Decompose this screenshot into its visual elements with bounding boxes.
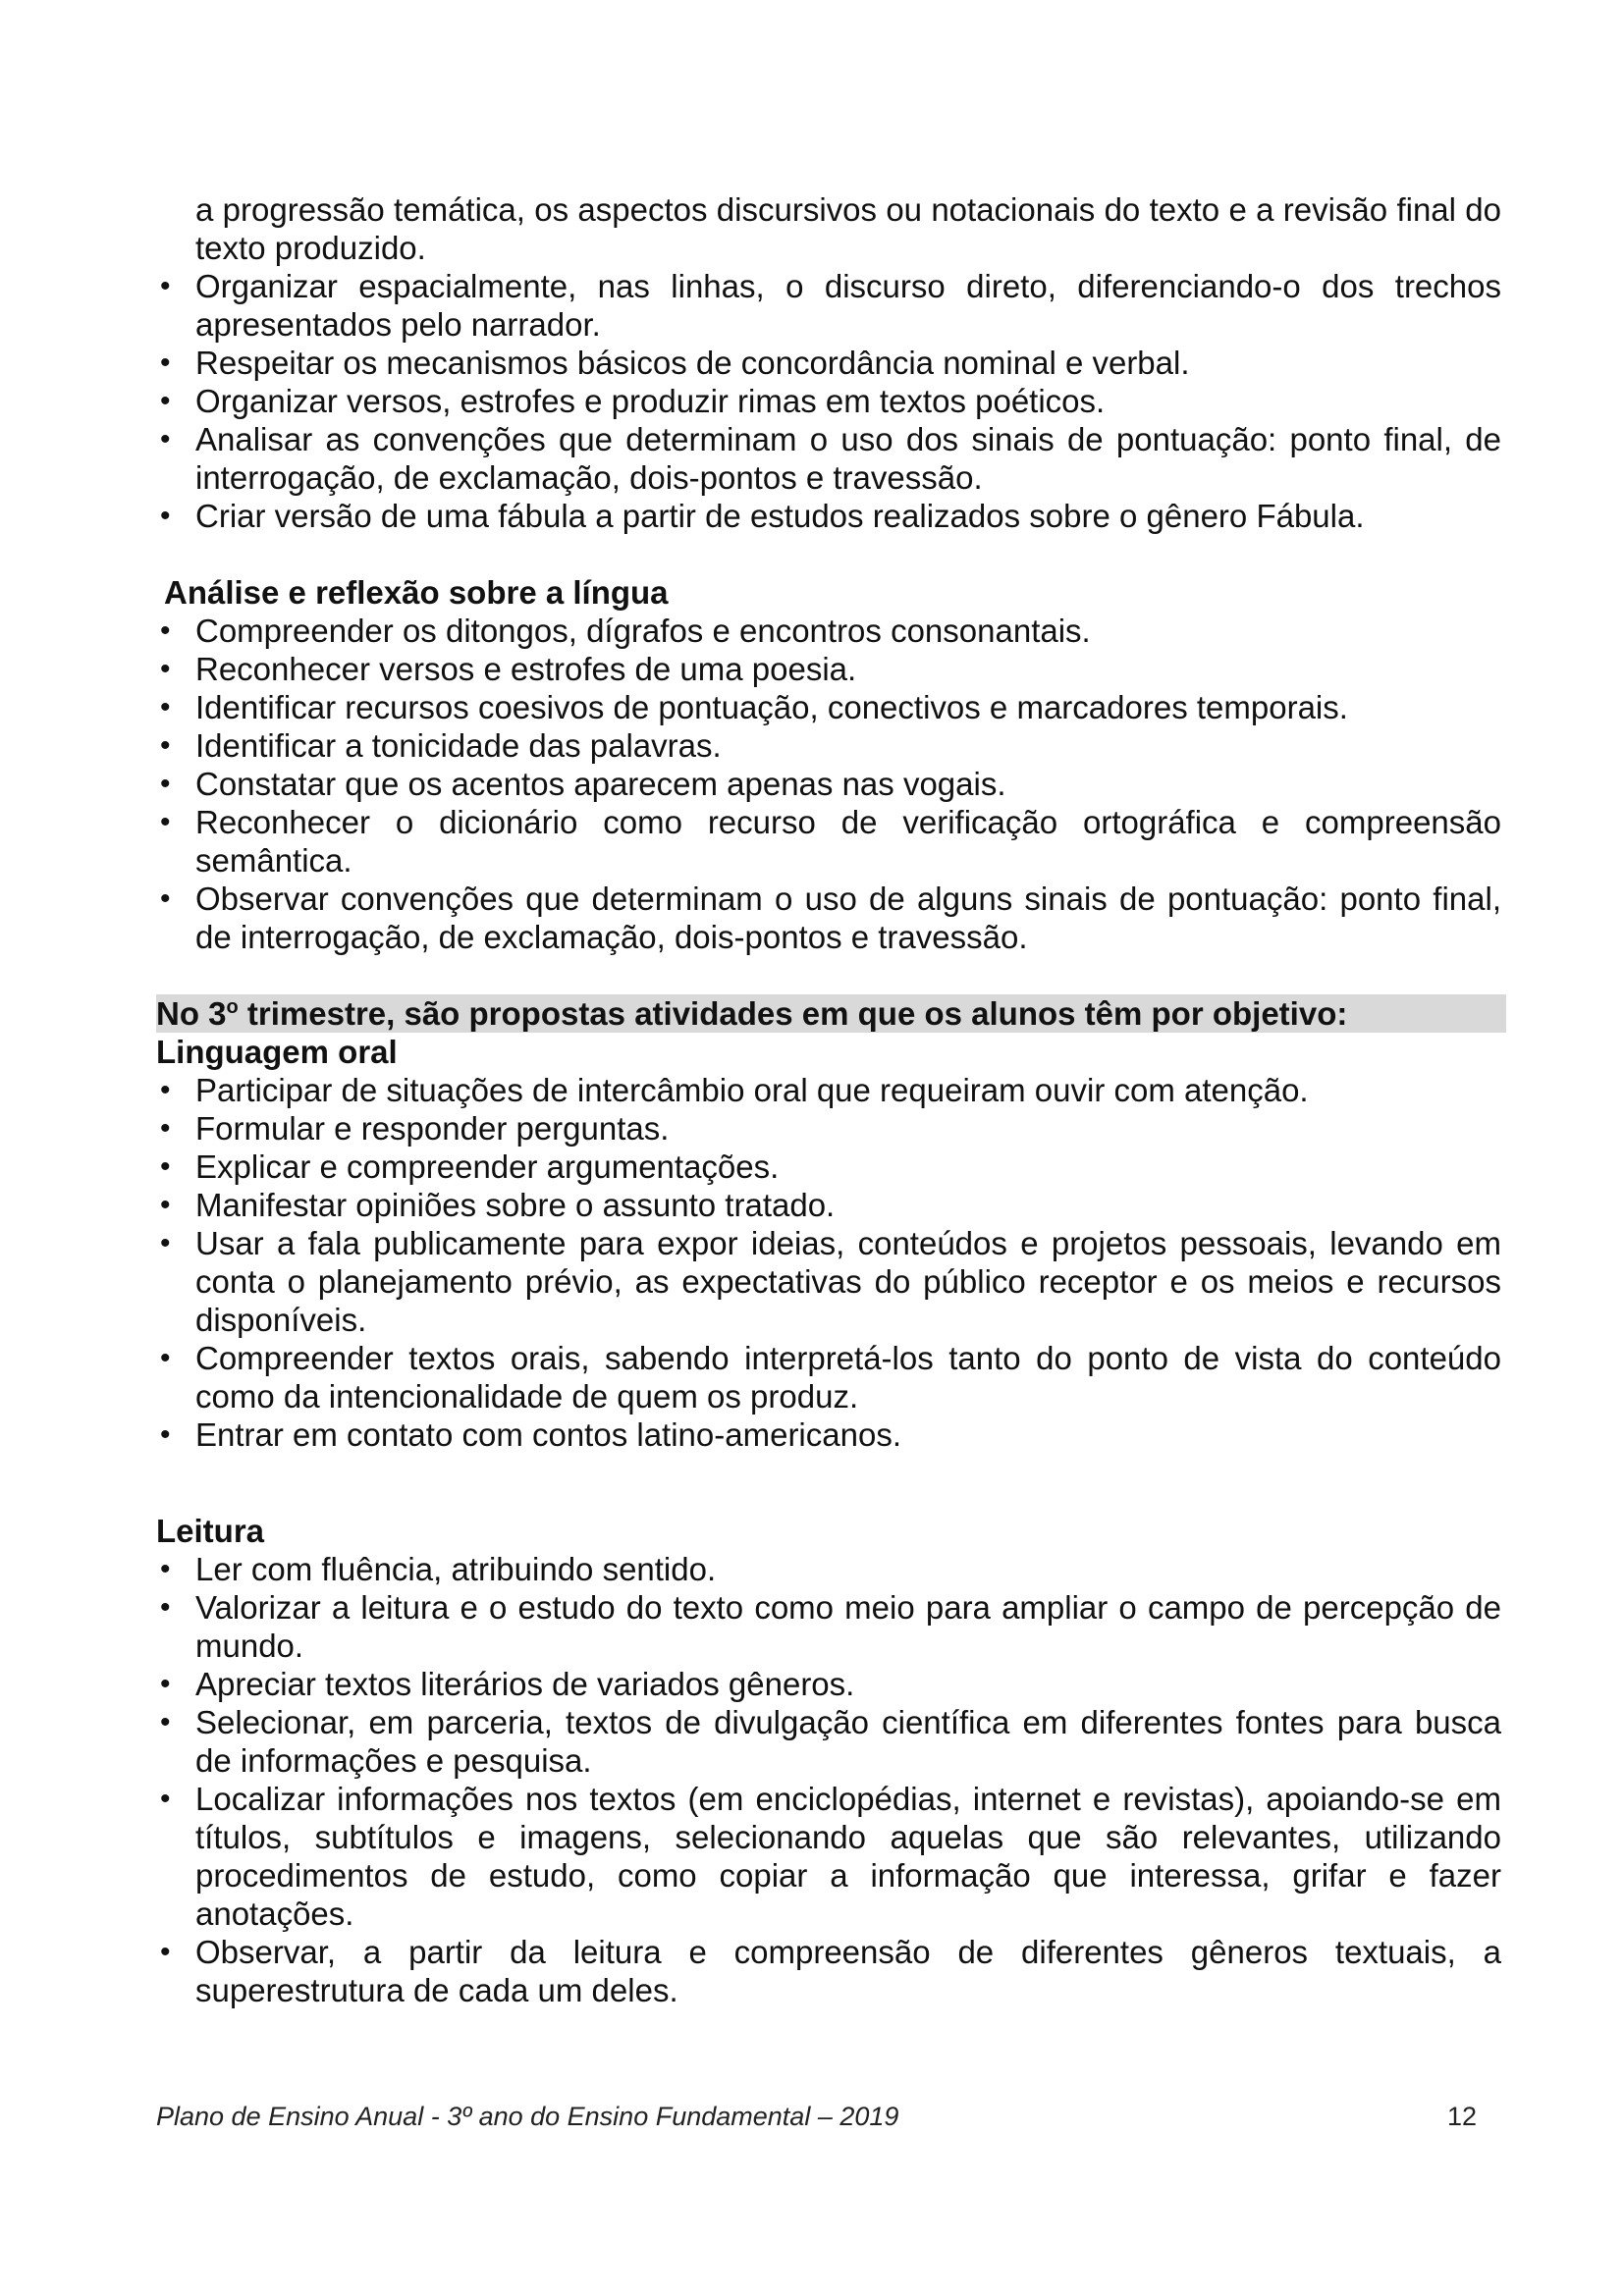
intro-list [156,267,1501,535]
list-item: • Manifestar opiniões sobre o assunto tratado. [156,1186,1501,1224]
list-item: • Analisar as convenções que determinam o uso dos sinais de pontuação: ponto final, de interrogação, de exclamação, dois-pontos e travessão. [156,420,1501,497]
section-heading-analise: Análise e reflexão sobre a língua [164,574,669,611]
list-item: • Constatar que os acentos aparecem apenas nas vogais. [156,765,1501,803]
list-item: • Valorizar a leitura e o estudo do texto como meio para ampliar o campo de percepção de mundo. [156,1588,1501,1665]
document-body [156,190,1501,2009]
list-item: • Participar de situações de intercâmbio oral que requeiram ouvir com atenção. [156,1071,1501,1109]
page-number: 12 [1446,2102,1477,2131]
list-item: • Organizar espacialmente, nas linhas, o discurso direto, diferenciando-o dos trechos apresentados pelo narrador. [156,267,1501,344]
paragraph-continuation: a progressão temática, os aspectos discursivos ou notacionais do texto e a revisão final do texto produzido. [195,191,1501,266]
list-item: • Criar versão de uma fábula a partir de estudos realizados sobre o gênero Fábula. [156,497,1501,535]
list-item: • Observar convenções que determinam o uso de alguns sinais de pontuação: ponto final, de interrogação, de exclamação, dois-pontos e travessão. [156,880,1501,956]
list-item: • Selecionar, em parceria, textos de divulgação científica em diferentes fontes para busca de informações e pesquisa. [156,1703,1501,1780]
banner-suffix: trimestre, são propostas atividades em que os alunos têm por objetivo: [238,995,1348,1032]
section-heading-linguagem-oral: Linguagem oral [156,1034,398,1070]
footer-title: Plano de Ensino Anual - 3º ano do Ensino Fundamental – 2019 [156,2102,899,2131]
list-item: • Apreciar textos literários de variados gêneros. [156,1665,1501,1703]
list-item: • Organizar versos, estrofes e produzir rimas em textos poéticos. [156,382,1501,420]
list-item: • Compreender textos orais, sabendo interpretá-los tanto do ponto de vista do conteúdo como da intencionalidade de quem os produz. [156,1339,1501,1415]
list-item: • Formular e responder perguntas. [156,1109,1501,1148]
page-footer [156,2101,1477,2132]
analise-list [156,612,1501,956]
list-item: • Ler com fluência, atribuindo sentido. [156,1550,1501,1588]
list-item: • Compreender os ditongos, dígrafos e encontros consonantais. [156,612,1501,650]
list-item: • Identificar a tonicidade das palavras. [156,726,1501,765]
list-item: • Respeitar os mecanismos básicos de concordância nominal e verbal. [156,344,1501,382]
list-item: • Reconhecer versos e estrofes de uma poesia. [156,650,1501,688]
list-item: • Identificar recursos coesivos de pontuação, conectivos e marcadores temporais. [156,688,1501,726]
section-heading-leitura: Leitura [156,1513,265,1549]
list-item: • Entrar em contato com contos latino-americanos. [156,1415,1501,1454]
list-item: • Usar a fala publicamente para expor ideias, conteúdos e projetos pessoais, levando em conta o planejamento prévio, as expectativas do público receptor e os meios e recursos disponíveis. [156,1224,1501,1339]
banner-prefix: No 3 [156,995,227,1032]
linguagem-oral-list [156,1071,1501,1454]
leitura-list [156,1550,1501,2009]
list-item: • Observar, a partir da leitura e compreensão de diferentes gêneros textuais, a superestrutura de cada um deles. [156,1933,1501,2009]
banner-ordinal: o [226,996,239,1018]
list-item: • Localizar informações nos textos (em enciclopédias, internet e revistas), apoiando-se em títulos, subtítulos e imagens, selecionando aquelas que são relevantes, utilizando procedimentos de estudo, como copiar a informação que interessa, grifar e fazer anotações. [156,1780,1501,1933]
list-item: • Explicar e compreender argumentações. [156,1148,1501,1186]
list-item: • Reconhecer o dicionário como recurso de verificação ortográfica e compreensão semântica. [156,803,1501,880]
trimester-banner [156,994,1506,1033]
